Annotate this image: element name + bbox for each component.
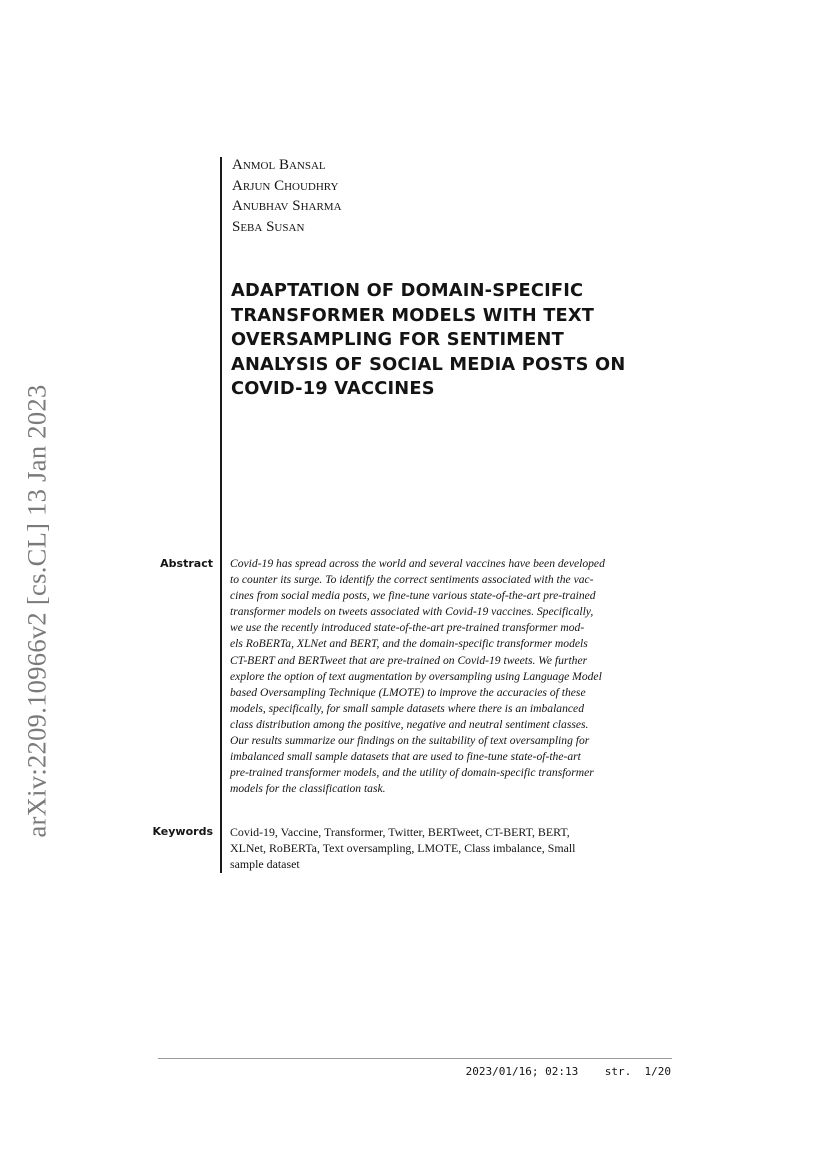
abstract-line: explore the option of text augmentation by oversampling using Language Model: [230, 669, 602, 683]
footer-page-label: str.: [604, 1065, 632, 1078]
abstract-line: to counter its surge. To identify the correct sentiments associated with the vac-: [230, 573, 594, 587]
keywords-label: Keywords: [152, 825, 213, 838]
title-line: COVID-19 VACCINES: [231, 378, 435, 399]
arxiv-identifier-stamp: arXiv:2209.10966v2 [cs.CL] 13 Jan 2023: [21, 384, 52, 838]
author-name: Seba Susan: [232, 218, 305, 235]
author-list: [232, 155, 342, 237]
abstract-line: CT-BERT and BERTweet that are pre-trained on Covid-19 tweets. We further: [230, 653, 588, 667]
abstract-label: Abstract: [160, 557, 213, 570]
abstract-line: els RoBERTa, XLNet and BERT, and the domain-specific transformer models: [230, 637, 588, 651]
author-name: Arjun Choudhry: [232, 177, 339, 194]
keywords-body: [230, 824, 575, 873]
abstract-line: transformer models on tweets associated with Covid-19 vaccines. Specifically,: [230, 605, 594, 619]
footer-datetime: 2023/01/16; 02:13: [465, 1065, 579, 1078]
footer-rule: [158, 1058, 672, 1059]
footer-page-number: 1/20: [644, 1065, 671, 1078]
vertical-rule: [220, 157, 222, 873]
abstract-line: Covid-19 has spread across the world and several vaccines have been developed: [230, 557, 605, 570]
abstract-line: models, specifically, for small sample datasets where there is an imbalanced: [230, 701, 584, 715]
abstract-line: imbalanced small sample datasets that are used to fine-tune state-of-the-art: [230, 750, 581, 764]
title-line: OVERSAMPLING FOR SENTIMENT: [231, 329, 564, 350]
abstract-line: we use the recently introduced state-of-the-art pre-trained transformer mod-: [230, 621, 585, 635]
keywords-line: XLNet, RoBERTa, Text oversampling, LMOTE, Class imbalance, Small: [230, 841, 576, 856]
abstract-line: pre-trained transformer models, and the utility of domain-specific transformer: [230, 766, 594, 780]
abstract-line: class distribution among the positive, negative and neutral sentiment classes.: [230, 717, 589, 731]
keywords-line: sample dataset: [230, 857, 300, 872]
abstract-line: based Oversampling Technique (LMOTE) to improve the accuracies of these: [230, 685, 586, 699]
author-name: Anmol Bansal: [232, 157, 326, 173]
abstract-line: models for the classification task.: [230, 782, 386, 796]
page-footer: [466, 1065, 671, 1078]
paper-title: [231, 279, 671, 402]
abstract-body: [230, 556, 605, 797]
title-line: ANALYSIS OF SOCIAL MEDIA POSTS ON: [231, 353, 626, 375]
title-line: TRANSFORMER MODELS WITH TEXT: [231, 304, 595, 326]
keywords-line: Covid-19, Vaccine, Transformer, Twitter, BERTweet, CT-BERT, BERT,: [230, 825, 570, 839]
author-name: Anubhav Sharma: [232, 198, 342, 214]
title-line: ADAPTATION OF DOMAIN-SPECIFIC: [231, 280, 584, 301]
abstract-line: cines from social media posts, we fine-tune various state-of-the-art pre-trained: [230, 589, 596, 603]
abstract-line: Our results summarize our findings on the suitability of text oversampling for: [230, 734, 590, 748]
